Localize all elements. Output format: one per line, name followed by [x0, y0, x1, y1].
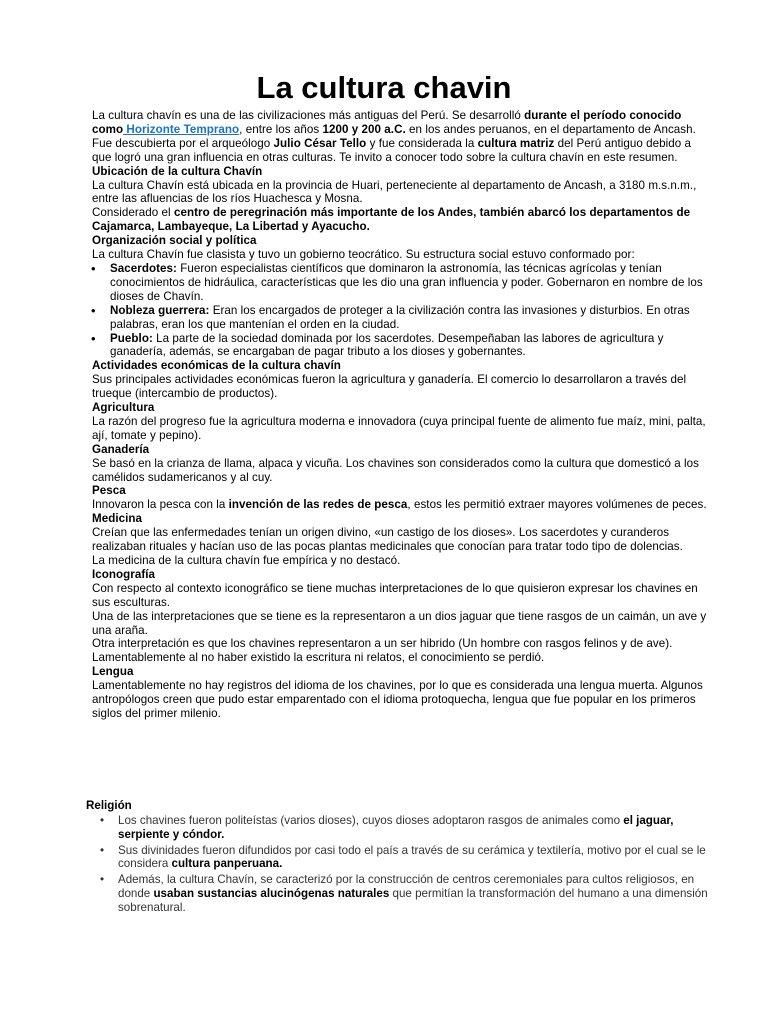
text: que permitían la transformación del humano a una dimensión sobrenatural. [118, 886, 708, 914]
bold-text: cultura panperuana. [171, 857, 283, 871]
section-heading-medicina: Medicina [92, 512, 143, 526]
text: Sus divinidades fueron difundidos por casi todo el país a través de su cerámica y textilería, motivo por el cual se le considera [118, 843, 706, 871]
bold-text: Sacerdotes: [110, 261, 177, 275]
intro-paragraph-1 [92, 109, 712, 137]
text: Innovaron la pesca con la [92, 498, 229, 512]
medicina-paragraph-1: Creían que las enfermedades tenían un origen divino, «un castigo de los dioses». Los sacerdotes y curanderos realizaban rituales y hacían uso de las pocas plantas medicinales que conocían para tratar todo tipo de dolencias. [92, 526, 683, 554]
iconografia-paragraph-1: Con respecto al contexto iconográfico se tiene muchas interpretaciones de lo que quisieron expresar los chavines en sus esculturas. [92, 581, 698, 609]
bold-text: centro de peregrinación más importante de los Andes, también abarcó los departamentos de Cajamarca, Lambayeque, La Libertad y Ayacucho. [92, 206, 691, 234]
text: Los chavines fueron politeístas (varios dioses), cuyos dioses adoptaron rasgos de animales como [118, 814, 624, 827]
section-heading-pesca: Pesca [92, 484, 126, 498]
bold-text: Nobleza guerrera: [110, 303, 210, 317]
text: Fue descubierta por el arqueólogo [92, 136, 274, 150]
list-item [118, 873, 712, 914]
section-heading-ganaderia: Ganadería [92, 442, 150, 456]
section-heading-organizacion: Organización social y política [92, 234, 257, 248]
section-heading-lengua: Lengua [92, 665, 134, 679]
text: Eran los encargados de proteger a la civilización contra las invasiones y disturbios. En otras palabras, eran los que mantenían el orden en la ciudad. [110, 303, 690, 331]
bold-text: Pueblo: [110, 331, 153, 345]
section-heading-religion: Religión [86, 799, 132, 812]
bold-text: invención de las redes de pesca [228, 498, 408, 512]
medicina-paragraph-2: La medicina de la cultura chavín fue empírica y no destacó. [92, 554, 401, 567]
list-item [92, 304, 712, 332]
religion-list [118, 814, 712, 915]
ganaderia-paragraph: Se basó en la crianza de llama, alpaca y vicuña. Los chavines son considerados como la cultura que domesticó a los camélidos sudamericanos y al cuy. [92, 456, 699, 484]
organizacion-list [92, 262, 712, 359]
list-item [118, 844, 712, 872]
intro-paragraph-2 [92, 137, 712, 165]
text: La parte de la sociedad dominada por los sacerdotes. Desempeñaban las labores de agricultura y ganadería, además, se encargaban de pagar tributo a los dioses y gobernantes. [110, 331, 664, 359]
agricultura-paragraph: La razón del progreso fue la agricultura moderna e innovadora (cuya principal fuente de alimento fue maíz, mini, palta, ají, tomate y pepino). [92, 414, 706, 442]
list-item [118, 814, 712, 842]
text: en los andes peruanos, en el departamento de Ancash. [405, 122, 696, 136]
horizonte-temprano-link[interactable]: Horizonte Temprano [123, 122, 240, 136]
bold-text: 1200 y 200 a.C. [322, 122, 406, 136]
text: , estos les permitió extraer mayores volúmenes de peces. [407, 498, 707, 512]
organizacion-paragraph-1: La cultura Chavín fue clasista y tuvo un gobierno teocrático. Su estructura social estuvo conformado por: [92, 248, 635, 262]
bold-text: Julio César Tello [273, 136, 367, 150]
text: y fue considerada la [366, 136, 478, 150]
section-heading-agricultura: Agricultura [92, 401, 155, 415]
ubicacion-paragraph-2 [92, 206, 712, 234]
page-title: La cultura chavin [256, 70, 512, 105]
section-heading-actividades: Actividades económicas de la cultura chavín [92, 359, 341, 373]
bold-text: el jaguar, serpiente y cóndor. [118, 814, 674, 841]
document-body [92, 109, 712, 721]
text: La cultura chavín es una de las civilizaciones más antiguas del Perú. Se desarrolló [92, 109, 525, 122]
religion-section [118, 814, 712, 917]
text: Además, la cultura Chavín, se caracterizó por la construcción de centros ceremoniales para cultos religiosos, en donde [118, 873, 695, 900]
bold-text: cultura matriz [477, 136, 555, 150]
text: , entre los años [239, 122, 323, 136]
lengua-paragraph: Lamentablemente no hay registros del idioma de los chavines, por lo que es considerada una lengua muerta. Algunos antropólogos creen que pudo estar emparentado con el idioma protoquecha, lengua que fue popular en los primeros siglos del primer milenio. [92, 679, 703, 720]
list-item [92, 332, 712, 360]
section-heading-ubicacion: Ubicación de la cultura Chavín [92, 164, 263, 178]
text: Fueron especialistas científicos que dominaron la astronomía, las técnicas agrícolas y tenían conocimientos de hidráulica, características que les dio una gran influencia y poder. Gobernaron en nombre de los dioses de Chavín. [110, 261, 703, 303]
list-item [92, 262, 712, 304]
pesca-paragraph [92, 498, 712, 512]
ubicacion-paragraph-1: La cultura Chavín está ubicada en la provincia de Huari, perteneciente al departamento de Ancash, a 3180 m.s.n.m., entre las afluencias de los ríos Huachesca y Mosna. [92, 178, 697, 206]
bold-text: usaban sustancias alucinógenas naturales [153, 886, 390, 900]
actividades-paragraph: Sus principales actividades económicas fueron la agricultura y ganadería. El comercio lo desarrollaron a través del trueque (intercambio de productos). [92, 373, 687, 401]
text: del Perú antiguo debido a que logró una gran influencia en otras culturas. Te invito a conocer todo sobre la cultura chavín en este resumen. [92, 136, 692, 164]
bold-text: durante el período conocido como [92, 109, 682, 136]
iconografia-paragraph-2: Una de las interpretaciones que se tiene es la representaron a un dios jaguar que tiene rasgos de un caimán, un ave y una araña. [92, 609, 707, 637]
section-heading-iconografia: Iconografía [92, 567, 156, 581]
iconografia-paragraph-3: Otra interpretación es que los chavines representaron a un ser hibrido (Un hombre con rasgos felinos y de ave). Lamentablemente al no haber existido la escritura ni relatos, el conocimiento se perdió. [92, 637, 673, 665]
text: Considerado el [92, 206, 174, 220]
